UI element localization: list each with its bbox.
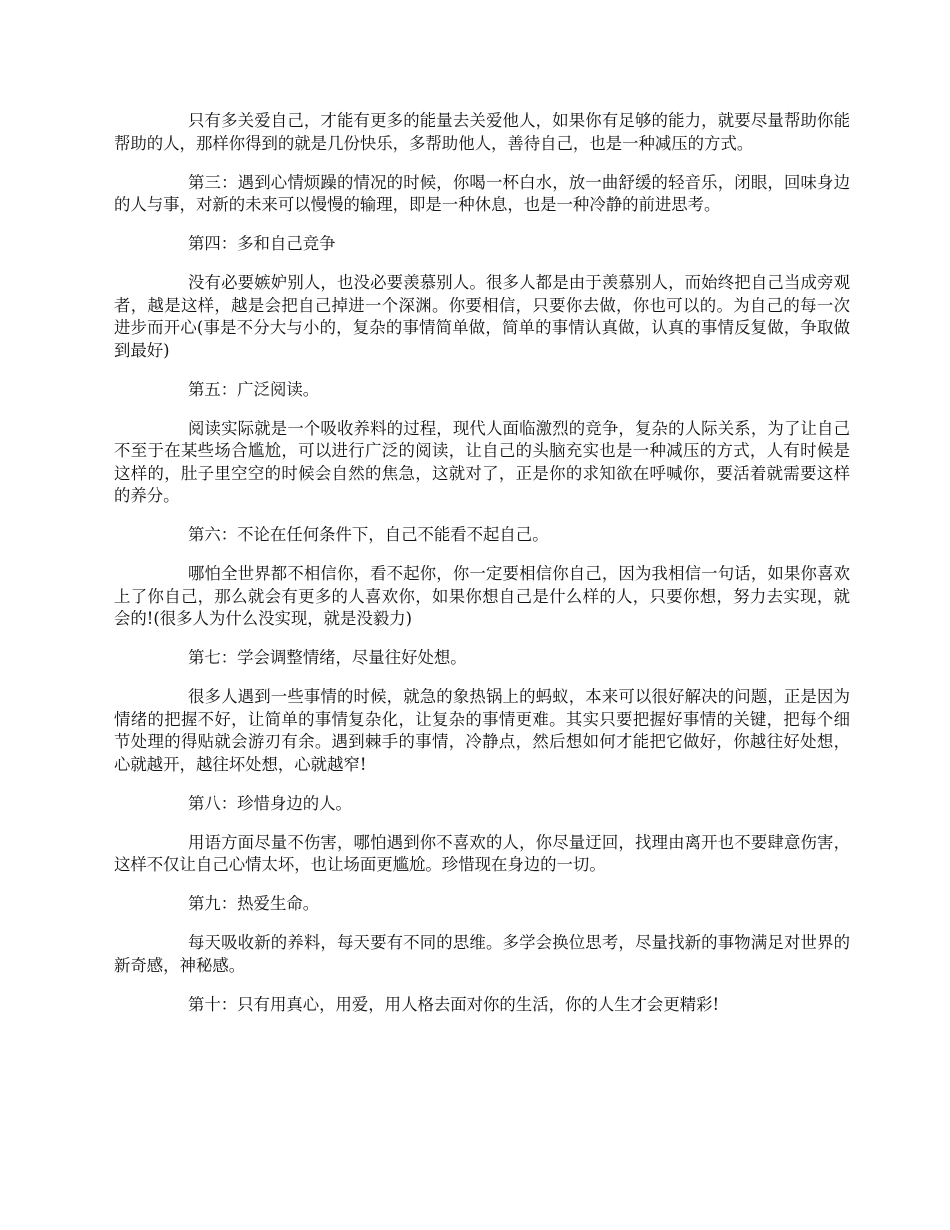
paragraph-point-six: 哪怕全世界都不相信你，看不起你，你一定要相信你自己，因为我相信一句话，如果你喜欢上了你自己，那么就会有更多的人喜欢你，如果你想自己是什么样的人，只要你想，努力去实现，就会的!(很多人为什么没实现，就是没毅力) (114, 564, 850, 628)
heading-point-seven: 第七：学会调整情绪，尽量往好处想。 (188, 648, 467, 667)
paragraph-point-five: 阅读实际就是一个吸收养料的过程，现代人面临激烈的竞争，复杂的人际关系，为了让自己不至于在某些场合尴尬，可以进行广泛的阅读，让自己的头脑充实也是一种减压的方式，人有时候是这样的，肚子里空空的时候会自然的焦急，这就对了，正是你的求知欲在呼喊你，要活着就需要这样的养分。 (114, 418, 850, 505)
heading-point-nine: 第九：热爱生命。 (188, 894, 320, 913)
paragraph-point-eight: 用语方面尽量不伤害，哪怕遇到你不喜欢的人，你尽量迂回，找理由离开也不要肆意伤害，这样不仅让自己心情太坏，也让场面更尴尬。珍惜现在身边的一切。 (114, 832, 850, 874)
paragraph-intro: 只有多关爱自己，才能有更多的能量去关爱他人，如果你有足够的能力，就要尽量帮助你能帮助的人，那样你得到的就是几份快乐，多帮助他人，善待自己，也是一种减压的方式。 (114, 111, 850, 153)
heading-point-ten: 第十：只有用真心，用爱，用人格去面对你的生活，你的人生才会更精彩! (188, 994, 720, 1014)
paragraph-point-nine: 每天吸收新的养料，每天要有不同的思维。多学会换位思考，尽量找新的事物满足对世界的新奇感，神秘感。 (114, 933, 850, 975)
heading-point-six: 第六：不论在任何条件下，自己不能看不起自己。 (188, 525, 549, 544)
paragraph-point-four: 没有必要嫉妒别人，也没必要羡慕别人。很多人都是由于羡慕别人，而始终把自己当成旁观者，越是这样，越是会把自己掉进一个深渊。你要相信，只要你去做，你也可以的。为自己的每一次进步而开心(事是不分大与小的，复杂的事情简单做，简单的事情认真做，认真的事情反复做，争取做到最好) (114, 273, 850, 360)
paragraph-point-seven: 很多人遇到一些事情的时候，就急的象热锅上的蚂蚁，本来可以很好解决的问题，正是因为情绪的把握不好，让简单的事情复杂化，让复杂的事情更难。其实只要把握好事情的关键，把每个细节处理的得贴就会游刃有余。遇到棘手的事情，冷静点，然后想如何才能把它做好，你越往好处想，心就越开，越往坏处想，心就越窄! (114, 687, 850, 774)
heading-point-eight: 第八：珍惜身边的人。 (188, 793, 352, 813)
heading-point-five: 第五：广泛阅读。 (188, 379, 320, 399)
heading-point-four: 第四：多和自己竞争 (188, 234, 336, 253)
document-body (114, 110, 850, 1033)
paragraph-point-three: 第三：遇到心情烦躁的情况的时候，你喝一杯白水，放一曲舒缓的轻音乐，闭眼，回味身边的人与事，对新的未来可以慢慢的输理，即是一种休息，也是一种冷静的前进思考。 (114, 172, 850, 214)
